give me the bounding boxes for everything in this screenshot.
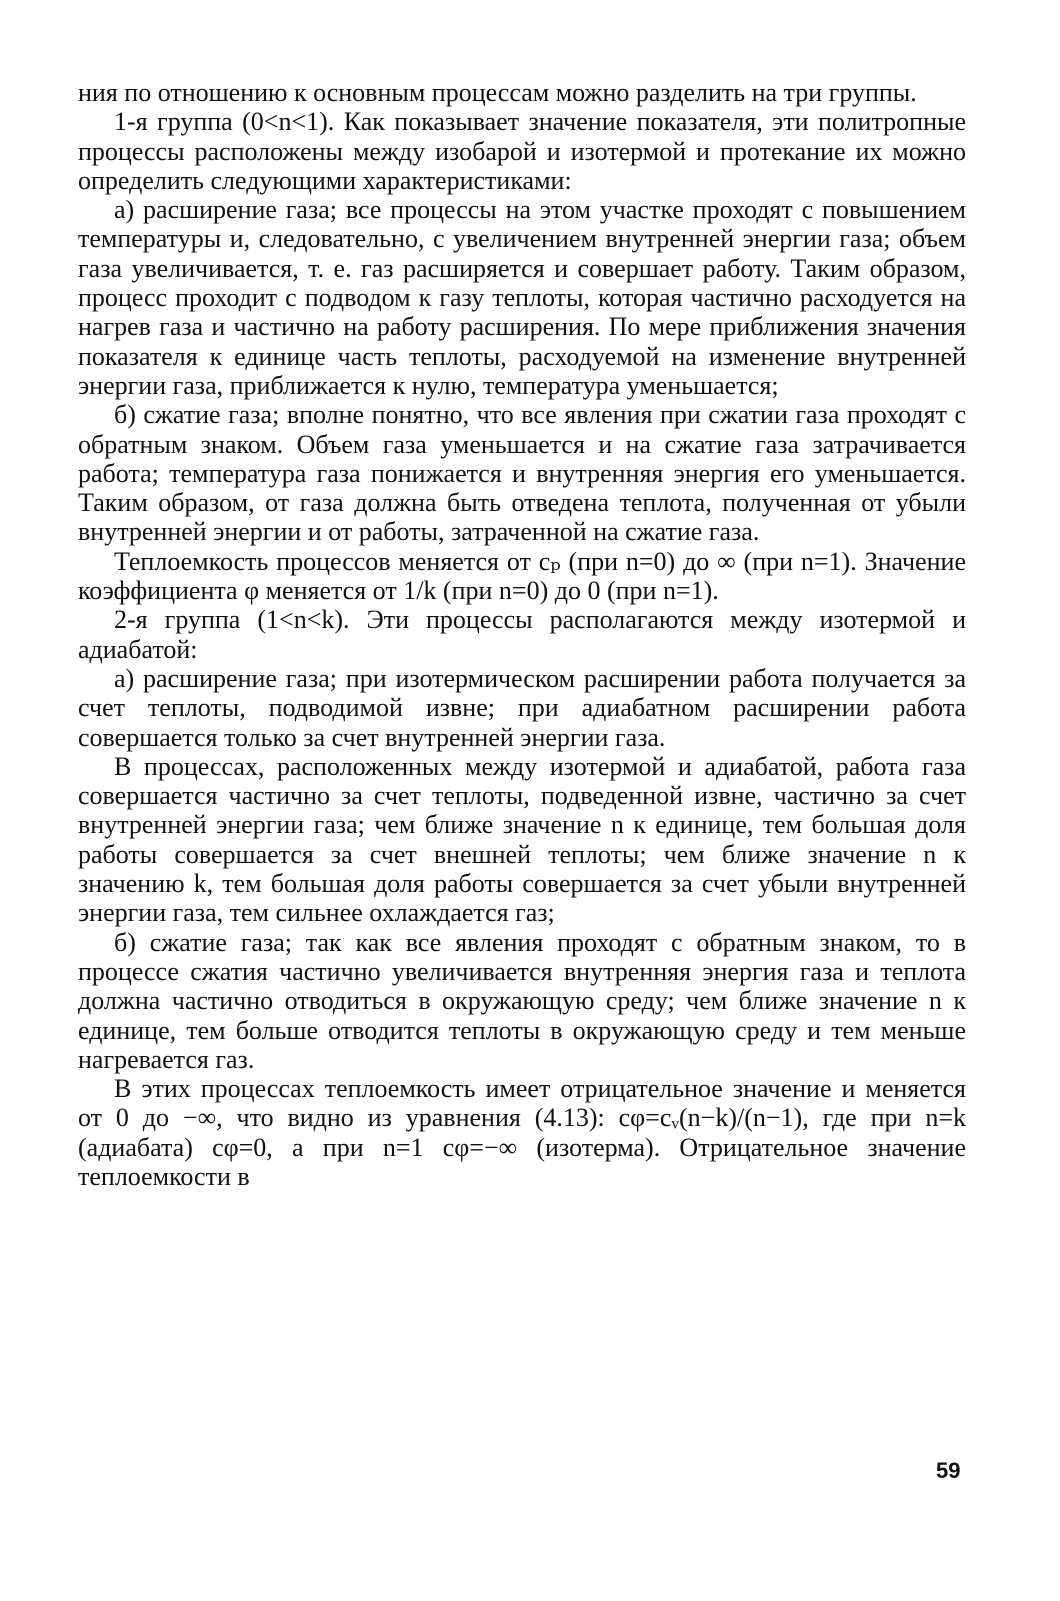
paragraph-3: а) расширение газа; все процессы на этом участке проходят с повышением температуры и, следовательно, с увеличением внутренней энергии газа; объем газа увеличивается, т. е. газ расширяется и совершает работу. Таким образом, процесс проходит с подводом к газу теплоты, которая частично расходуется на нагрев газа и частично на работу расширения. По мере приближения значения показателя к единице часть теплоты, расходуемой на изменение внутренней энергии газа, приближается к нулю, температура уменьшается; [78,195,966,400]
paragraph-4: б) сжатие газа; вполне понятно, что все явления при сжатии газа проходят с обратным знаком. Объем газа уменьшается и на сжатие газа затрачивается работа; температура газа понижается и внутренняя энергия его уменьшается. Таким образом, от газа должна быть отведена теплота, полученная от убыли внутренней энергии и от работы, затраченной на сжатие газа. [78,400,966,547]
paragraph-5: Теплоемкость процессов меняется от cₚ (при n=0) до ∞ (при n=1). Значение коэффициента φ меняется от 1/k (при n=0) до 0 (при n=1). [78,546,966,606]
paragraph-9: б) сжатие газа; так как все явления проходят с обратным знаком, то в процессе сжатия частично увеличивается внутренняя энергия газа и теплота должна частично отводиться в окружающую среду; чем ближе значение n к единице, тем больше отводится теплоты в окружающую среду и тем меньше нагревается газ. [78,927,966,1074]
paragraph-10: В этих процессах теплоемкость имеет отрицательное значение и меняется от 0 до −∞, что видно из уравнения (4.13): cφ=cᵥ(n−k)/(n−1), где при n=k (адиабата) cφ=0, а при n=1 cφ=−∞ (изотерма). Отрицательное значение теплоемкости в [78,1074,966,1191]
paragraph-8: В процессах, расположенных между изотермой и адиабатой, работа газа совершается частично за счет теплоты, подведенной извне, частично за счет внутренней энергии газа; чем ближе значение n к единице, тем большая доля работы совершается за счет внешней теплоты; чем ближе значение n к значению k, тем большая доля работы совершается за счет убыли внутренней энергии газа, тем сильнее охлаждается газ; [78,751,966,928]
paragraph-6: 2-я группа (1<n<k). Эти процессы располагаются между изотермой и адиабатой: [78,605,966,664]
paragraph-7: а) расширение газа; при изотермическом расширении работа получается за счет теплоты, подводимой извне; при адиабатном расширении работа совершается только за счет внутренней энергии газа. [78,663,966,752]
page-body [78,78,966,1191]
page-number: 59 [936,1458,961,1483]
paragraph-2: 1-я группа (0<n<1). Как показывает значение показателя, эти политропные процессы расположены между изобарой и изотермой и протекание их можно определить следующими характеристиками: [78,107,966,195]
paragraph-1: ния по отношению к основным процессам можно разделить на три группы. [78,78,917,107]
